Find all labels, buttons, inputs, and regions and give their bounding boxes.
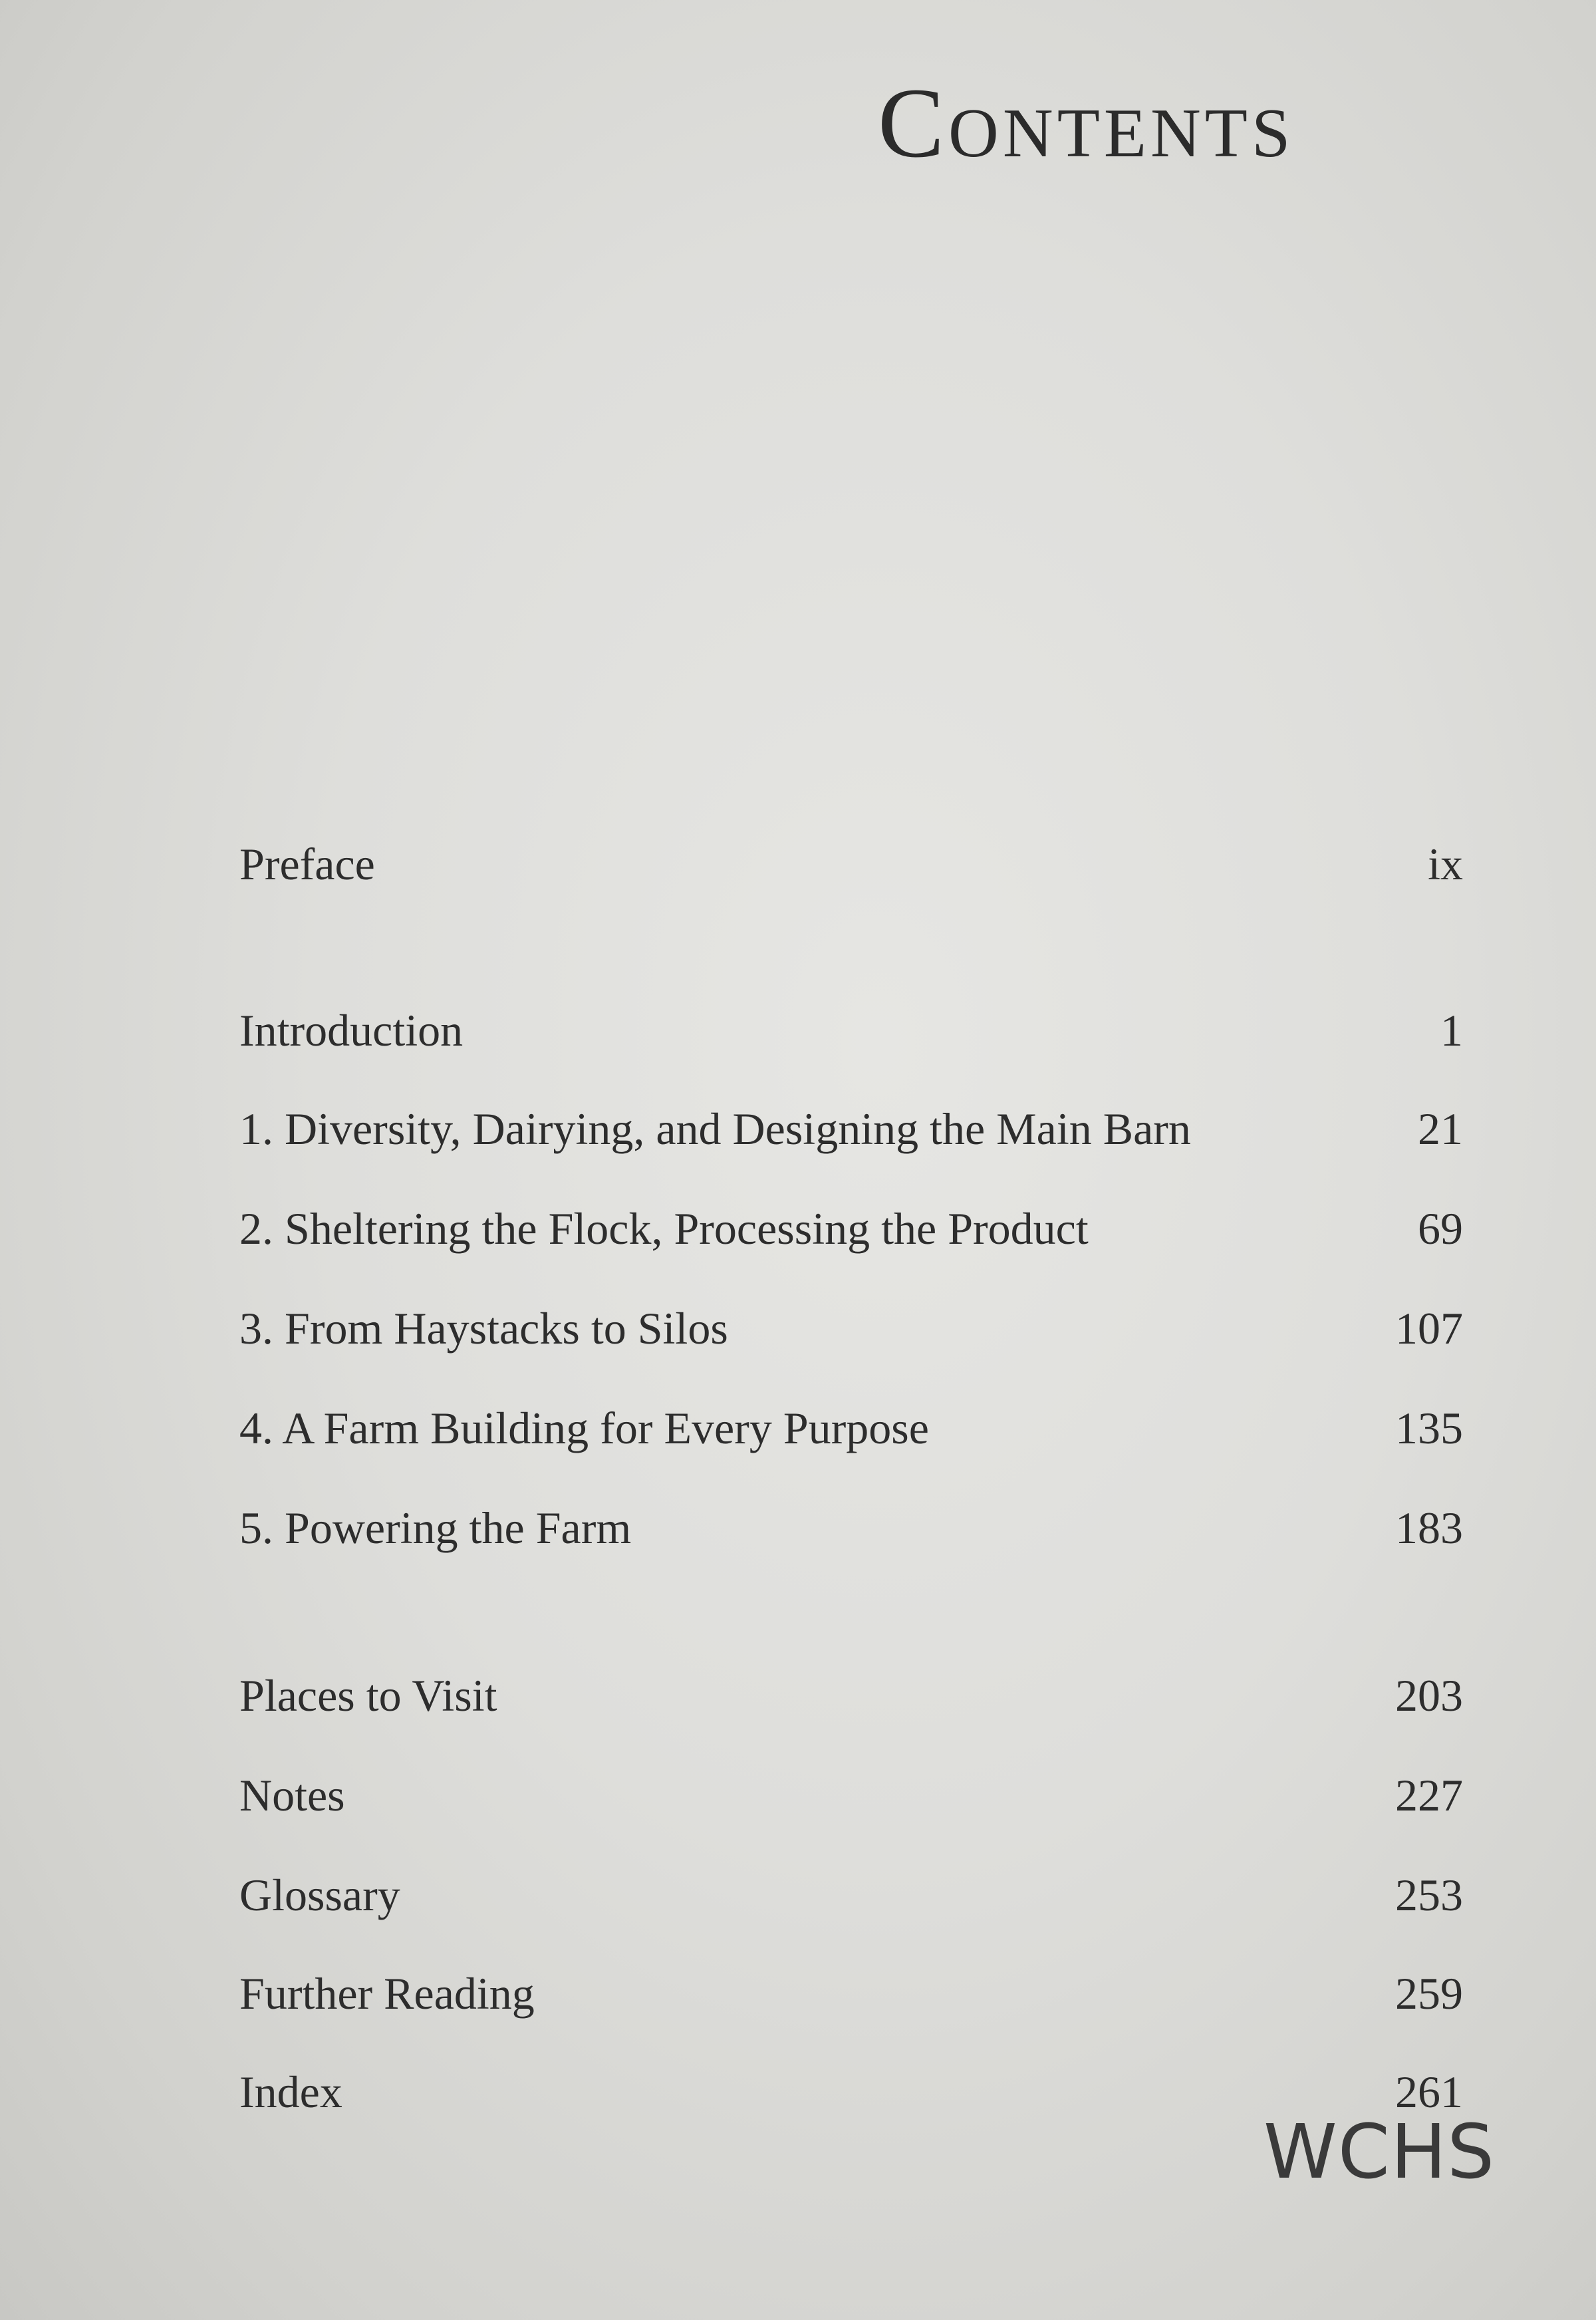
toc-entry: [239, 1666, 1463, 1725]
toc-entry-title: Preface: [239, 839, 375, 889]
toc-entry: [239, 1765, 1463, 1825]
toc-entry-title: 5. Powering the Farm: [239, 1503, 632, 1553]
page-title: Contents: [878, 68, 1295, 178]
toc-entry-title: 4. A Farm Building for Every Purpose: [239, 1403, 929, 1453]
toc-entry: [239, 1099, 1463, 1159]
toc-entry-page: 21: [1418, 1103, 1463, 1154]
toc-entry-page: 259: [1395, 1968, 1463, 2019]
toc-entry-title: 2. Sheltering the Flock, Processing the Product: [239, 1203, 1089, 1254]
toc-entry: [239, 1865, 1463, 1925]
toc-entry: [239, 834, 1463, 894]
toc-entry-page: 135: [1395, 1403, 1463, 1453]
toc-entry-page: ix: [1428, 839, 1463, 889]
toc-entry-page: 203: [1395, 1670, 1463, 1721]
toc-entry-title: 1. Diversity, Dairying, and Designing the Main Barn: [239, 1103, 1191, 1154]
toc-entry: [239, 1963, 1463, 2023]
toc-entry-page: 183: [1395, 1503, 1463, 1553]
toc-entry: [239, 1398, 1463, 1458]
toc-entry: [239, 1199, 1463, 1258]
toc-entry-title: Introduction: [239, 1005, 464, 1056]
toc-entry-title: Index: [239, 2067, 342, 2117]
toc-entry-title: Places to Visit: [239, 1670, 497, 1721]
toc-entry-page: 107: [1395, 1303, 1463, 1354]
toc-entry: [239, 1498, 1463, 1558]
toc-entry-page: 253: [1395, 1870, 1463, 1920]
toc-entry-title: Glossary: [239, 1870, 400, 1920]
toc-entry-title: 3. From Haystacks to Silos: [239, 1303, 728, 1354]
toc-entry-page: 227: [1395, 1770, 1463, 1820]
toc-entry-page: 261: [1395, 2067, 1463, 2117]
toc-entry: [239, 1000, 1463, 1060]
toc-entry: [239, 1298, 1463, 1358]
toc-entry-page: 69: [1418, 1203, 1463, 1254]
toc-entry-page: 1: [1440, 1005, 1463, 1056]
watermark-label: WCHS: [1264, 2109, 1496, 2196]
toc-entry-title: Notes: [239, 1770, 345, 1820]
toc-entry-title: Further Reading: [239, 1968, 535, 2019]
